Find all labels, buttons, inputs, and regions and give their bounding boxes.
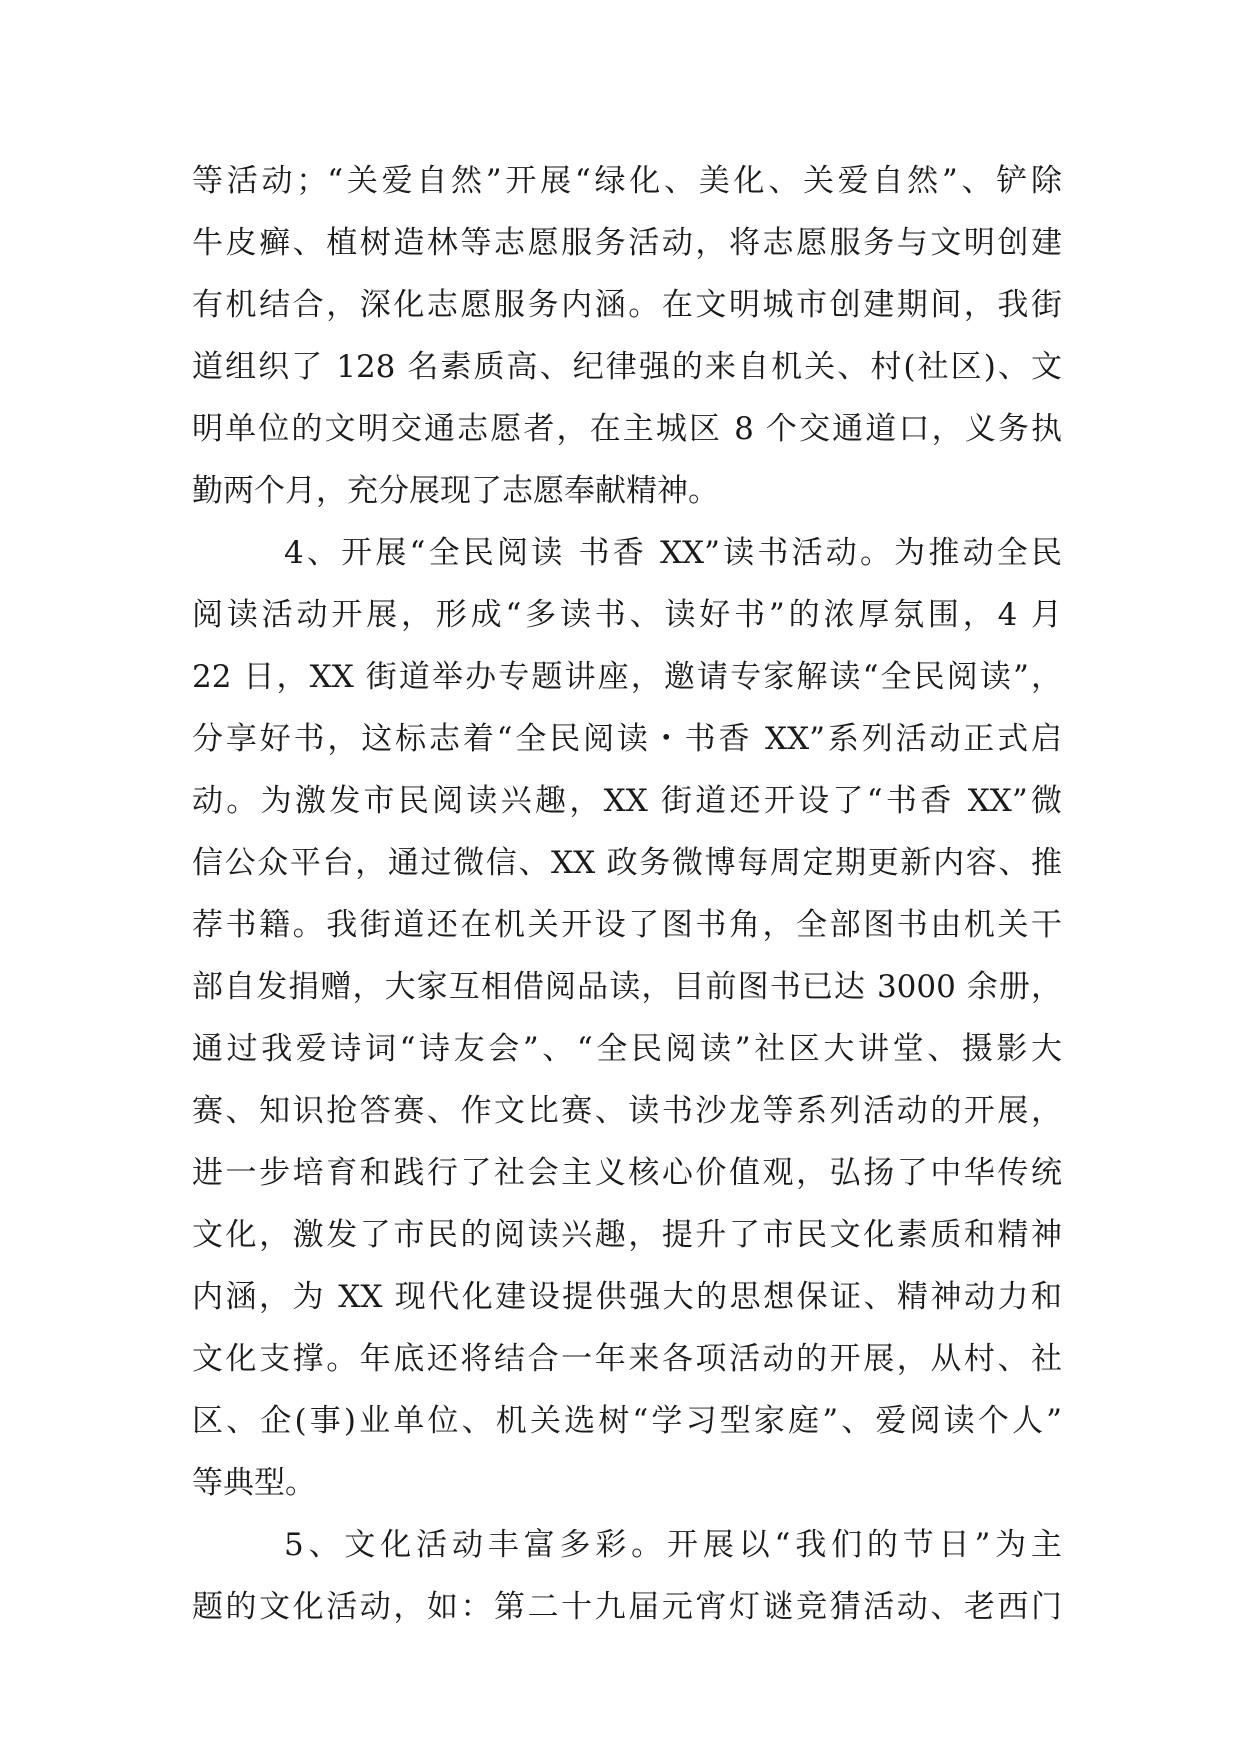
paragraph-1-line-2: 牛皮癣、植树造林等志愿服务活动，将志愿服务与文明创建 xyxy=(192,225,1062,261)
paragraph-3-line-2: 题的文化活动，如：第二十九届元宵灯谜竞猜活动、老西门 xyxy=(192,1589,1062,1625)
paragraph-2-line-14: 文化支撑。年底还将结合一年来各项活动的开展，从村、社 xyxy=(192,1341,1062,1377)
paragraph-2-line-6: 信公众平台，通过微信、XX 政务微博每周定期更新内容、推 xyxy=(192,845,1062,881)
paragraph-1-line-6: 勤两个月，充分展现了志愿奉献精神。 xyxy=(192,473,719,509)
document-body xyxy=(192,150,1062,1638)
paragraph-2-line-10: 赛、知识抢答赛、作文比赛、读书沙龙等系列活动的开展， xyxy=(192,1093,1062,1129)
paragraph-1-line-3: 有机结合，深化志愿服务内涵。在文明城市创建期间，我街 xyxy=(192,287,1062,323)
paragraph-2-line-7: 荐书籍。我街道还在机关开设了图书角，全部图书由机关干 xyxy=(192,907,1062,943)
paragraph-2-line-9: 通过我爱诗词“诗友会”、“全民阅读”社区大讲堂、摄影大 xyxy=(192,1031,1062,1067)
paragraph-2-line-16: 等典型。 xyxy=(192,1465,316,1501)
paragraph-2-line-13: 内涵，为 XX 现代化建设提供强大的思想保证、精神动力和 xyxy=(192,1279,1062,1315)
paragraph-2-line-1: 4、开展“全民阅读 书香 XX”读书活动。为推动全民 xyxy=(284,535,1062,571)
paragraph-2-line-3: 22 日，XX 街道举办专题讲座，邀请专家解读“全民阅读”， xyxy=(192,659,1062,695)
paragraph-2-line-5: 动。为激发市民阅读兴趣，XX 街道还开设了“书香 XX”微 xyxy=(192,783,1062,819)
paragraph-1-line-4: 道组织了 128 名素质高、纪律强的来自机关、村(社区)、文 xyxy=(192,349,1062,385)
paragraph-2-line-4: 分享好书，这标志着“全民阅读・书香 XX”系列活动正式启 xyxy=(192,721,1062,757)
paragraph-2-line-2: 阅读活动开展，形成“多读书、读好书”的浓厚氛围，4 月 xyxy=(192,597,1062,633)
paragraph-3-line-1: 5、文化活动丰富多彩。开展以“我们的节日”为主 xyxy=(284,1527,1062,1563)
paragraph-2-line-15: 区、企(事)业单位、机关选树“学习型家庭”、爱阅读个人” xyxy=(192,1403,1062,1439)
paragraph-1-line-1: 等活动；“关爱自然”开展“绿化、美化、关爱自然”、铲除 xyxy=(192,163,1062,199)
paragraph-1-line-5: 明单位的文明交通志愿者，在主城区 8 个交通道口，义务执 xyxy=(192,411,1062,447)
paragraph-2-line-12: 文化，激发了市民的阅读兴趣，提升了市民文化素质和精神 xyxy=(192,1217,1062,1253)
paragraph-2-line-8: 部自发捐赠，大家互相借阅品读，目前图书已达 3000 余册， xyxy=(192,969,1062,1005)
paragraph-2-line-11: 进一步培育和践行了社会主义核心价值观，弘扬了中华传统 xyxy=(192,1155,1062,1191)
